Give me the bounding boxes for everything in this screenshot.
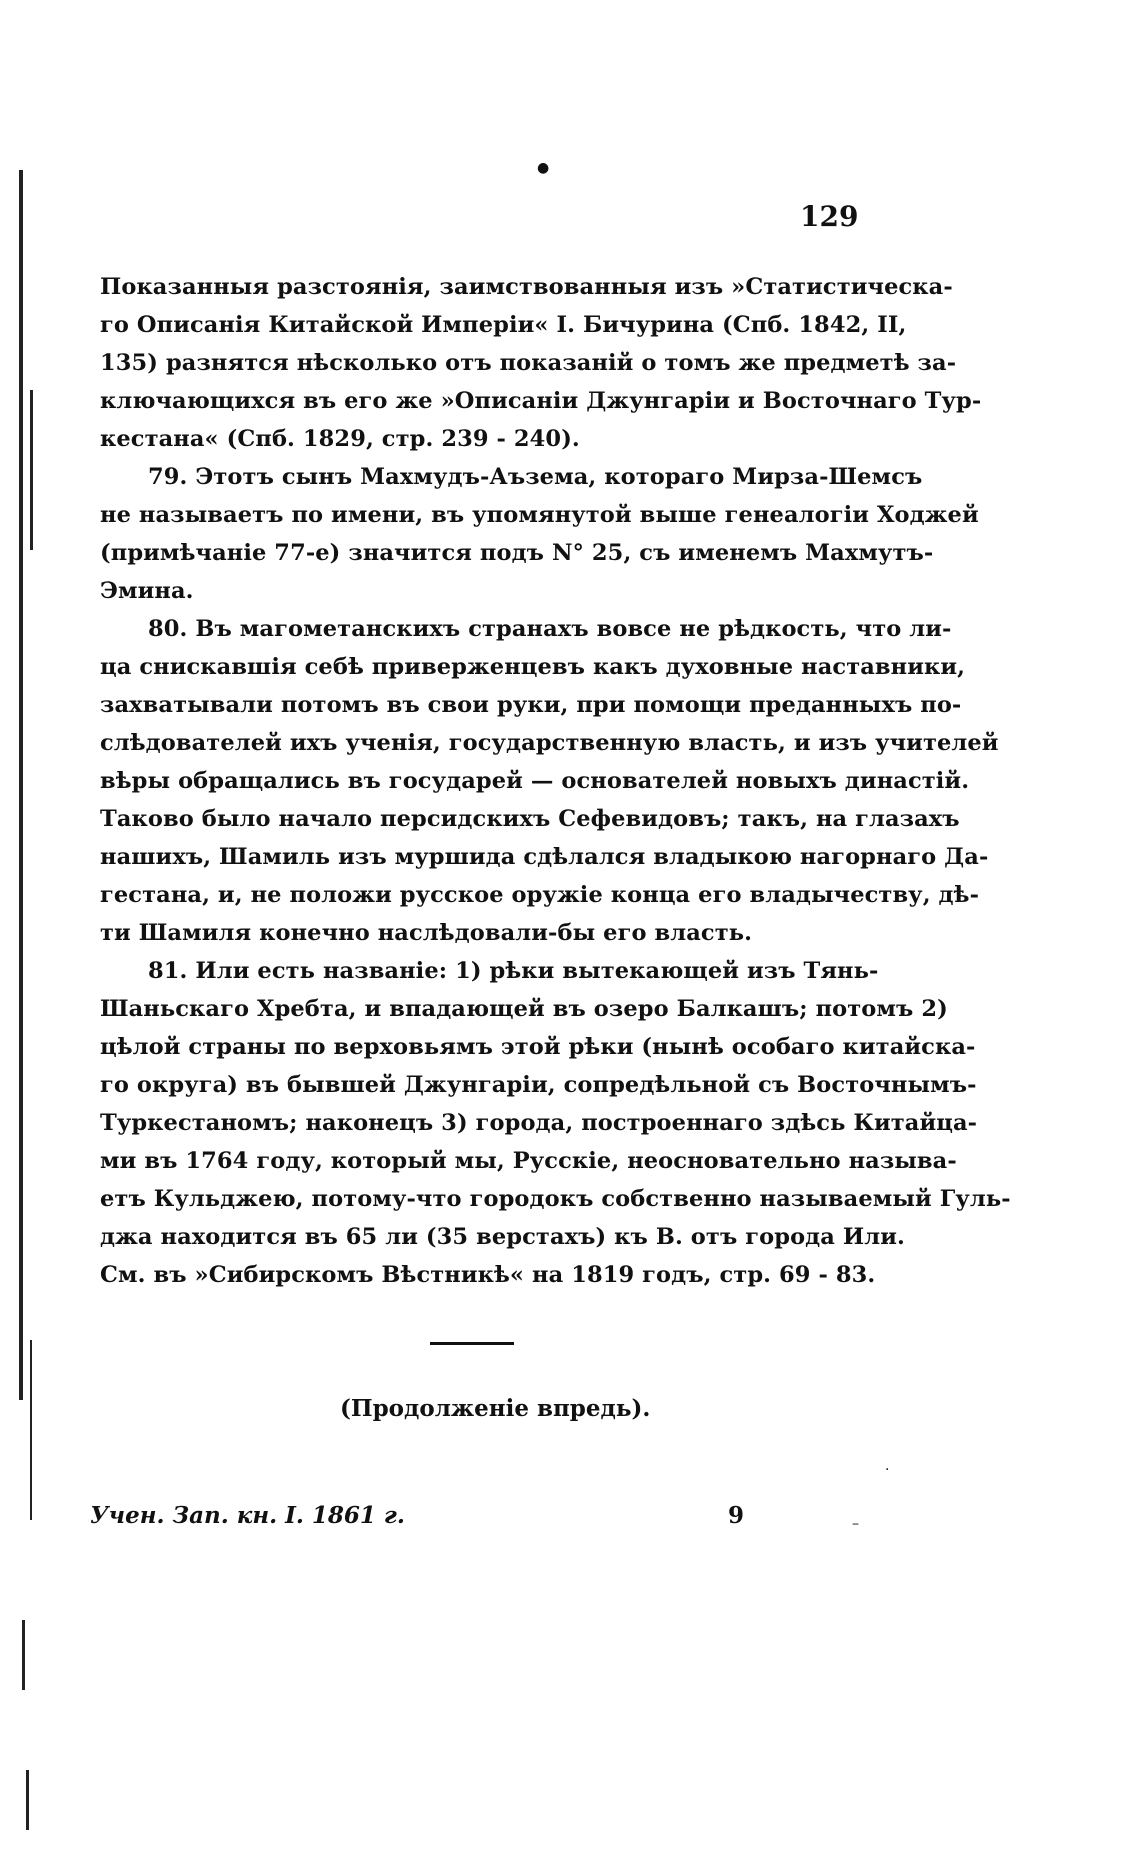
scan-speck: · bbox=[885, 1462, 890, 1478]
note-81 bbox=[100, 952, 1011, 1294]
scan-edge-line bbox=[19, 170, 23, 1400]
text-line: Туркестаномъ; наконецъ 3) города, построеннаго здѣсь Китайца- bbox=[100, 1110, 978, 1136]
text-line: ключающихся въ его же »Описаніи Джунгаріи и Восточнаго Тур- bbox=[100, 388, 982, 414]
text-line: Показанныя разстоянія, заимствованныя изъ »Статистическа- bbox=[100, 274, 953, 300]
text-line: 135) разнятся нѣсколько отъ показаній о томъ же предметѣ за- bbox=[100, 350, 957, 376]
text-line: захватывали потомъ въ свои руки, при помощи преданныхъ по- bbox=[100, 692, 962, 718]
text-line: См. въ »Сибирскомъ Вѣстникѣ« на 1819 годъ, стр. 69 - 83. bbox=[100, 1262, 876, 1288]
text-line: кестана« (Спб. 1829, стр. 239 - 240). bbox=[100, 426, 580, 452]
text-line: ми въ 1764 году, который мы, Русскіе, неосновательно называ- bbox=[100, 1148, 957, 1174]
text-line: гестана, и, не положи русское оружіе конца его владычеству, дѣ- bbox=[100, 882, 980, 908]
text-line: не называетъ по имени, въ упомянутой выше генеалогіи Ходжей bbox=[100, 502, 979, 528]
text-line: вѣры обращались въ государей — основателей новыхъ династій. bbox=[100, 768, 970, 794]
paragraph-distances bbox=[100, 268, 982, 458]
text-line: ца снискавшія себѣ приверженцевъ какъ духовные наставники, bbox=[100, 654, 966, 680]
text-line: етъ Кульджею, потому-что городокъ собственно называемый Гуль- bbox=[100, 1186, 1011, 1212]
page-number: 129 bbox=[800, 200, 859, 233]
text-line: Эмина. bbox=[100, 578, 194, 604]
signature-number: 9 bbox=[728, 1502, 745, 1529]
note-80 bbox=[100, 610, 999, 952]
scan-edge-line bbox=[30, 1340, 32, 1520]
text-line: 81. Или есть названіе: 1) рѣки вытекающей изъ Тянь- bbox=[148, 958, 879, 984]
text-line: го Описанія Китайской Имперіи« І. Бичурина (Спб. 1842, II, bbox=[100, 312, 907, 338]
footer-signature: Учен. Зап. кн. I. 1861 г. bbox=[90, 1502, 405, 1529]
scan-speck: – bbox=[852, 1516, 859, 1532]
text-line: нашихъ, Шамиль изъ муршида сдѣлался владыкою нагорнаго Да- bbox=[100, 844, 989, 870]
continuation-note: (Продолженіе впредь). bbox=[340, 1395, 651, 1422]
text-line: джа находится въ 65 ли (35 верстахъ) къ В. отъ города Или. bbox=[100, 1224, 905, 1250]
text-line: Шаньскаго Хребта, и впадающей въ озеро Балкашъ; потомъ 2) bbox=[100, 996, 948, 1022]
scan-edge-line bbox=[30, 390, 33, 550]
text-line: ти Шамиля конечно наслѣдовали-бы его власть. bbox=[100, 920, 753, 946]
text-line: слѣдователей ихъ ученія, государственную власть, и изъ учителей bbox=[100, 730, 999, 756]
text-line: Таково было начало персидскихъ Сефевидовъ; такъ, на глазахъ bbox=[100, 806, 960, 832]
scan-speck: ● bbox=[537, 160, 550, 176]
body-text bbox=[100, 268, 1011, 1294]
text-line: (примѣчаніе 77-е) значится подъ N° 25, съ именемъ Махмутъ- bbox=[100, 540, 934, 566]
text-line: 79. Этотъ сынъ Махмудъ-Аъзема, котораго Мирза-Шемсъ bbox=[148, 464, 923, 490]
text-line: 80. Въ магометанскихъ странахъ вовсе не рѣдкость, что ли- bbox=[148, 616, 952, 642]
text-line: го округа) въ бывшей Джунгаріи, сопредѣльной съ Восточнымъ- bbox=[100, 1072, 977, 1098]
section-divider bbox=[430, 1342, 514, 1345]
text-line: цѣлой страны по верховьямъ этой рѣки (нынѣ особаго китайска- bbox=[100, 1034, 976, 1060]
note-79 bbox=[100, 458, 979, 610]
scan-edge-line bbox=[26, 1770, 29, 1830]
scan-edge-line bbox=[22, 1620, 25, 1690]
